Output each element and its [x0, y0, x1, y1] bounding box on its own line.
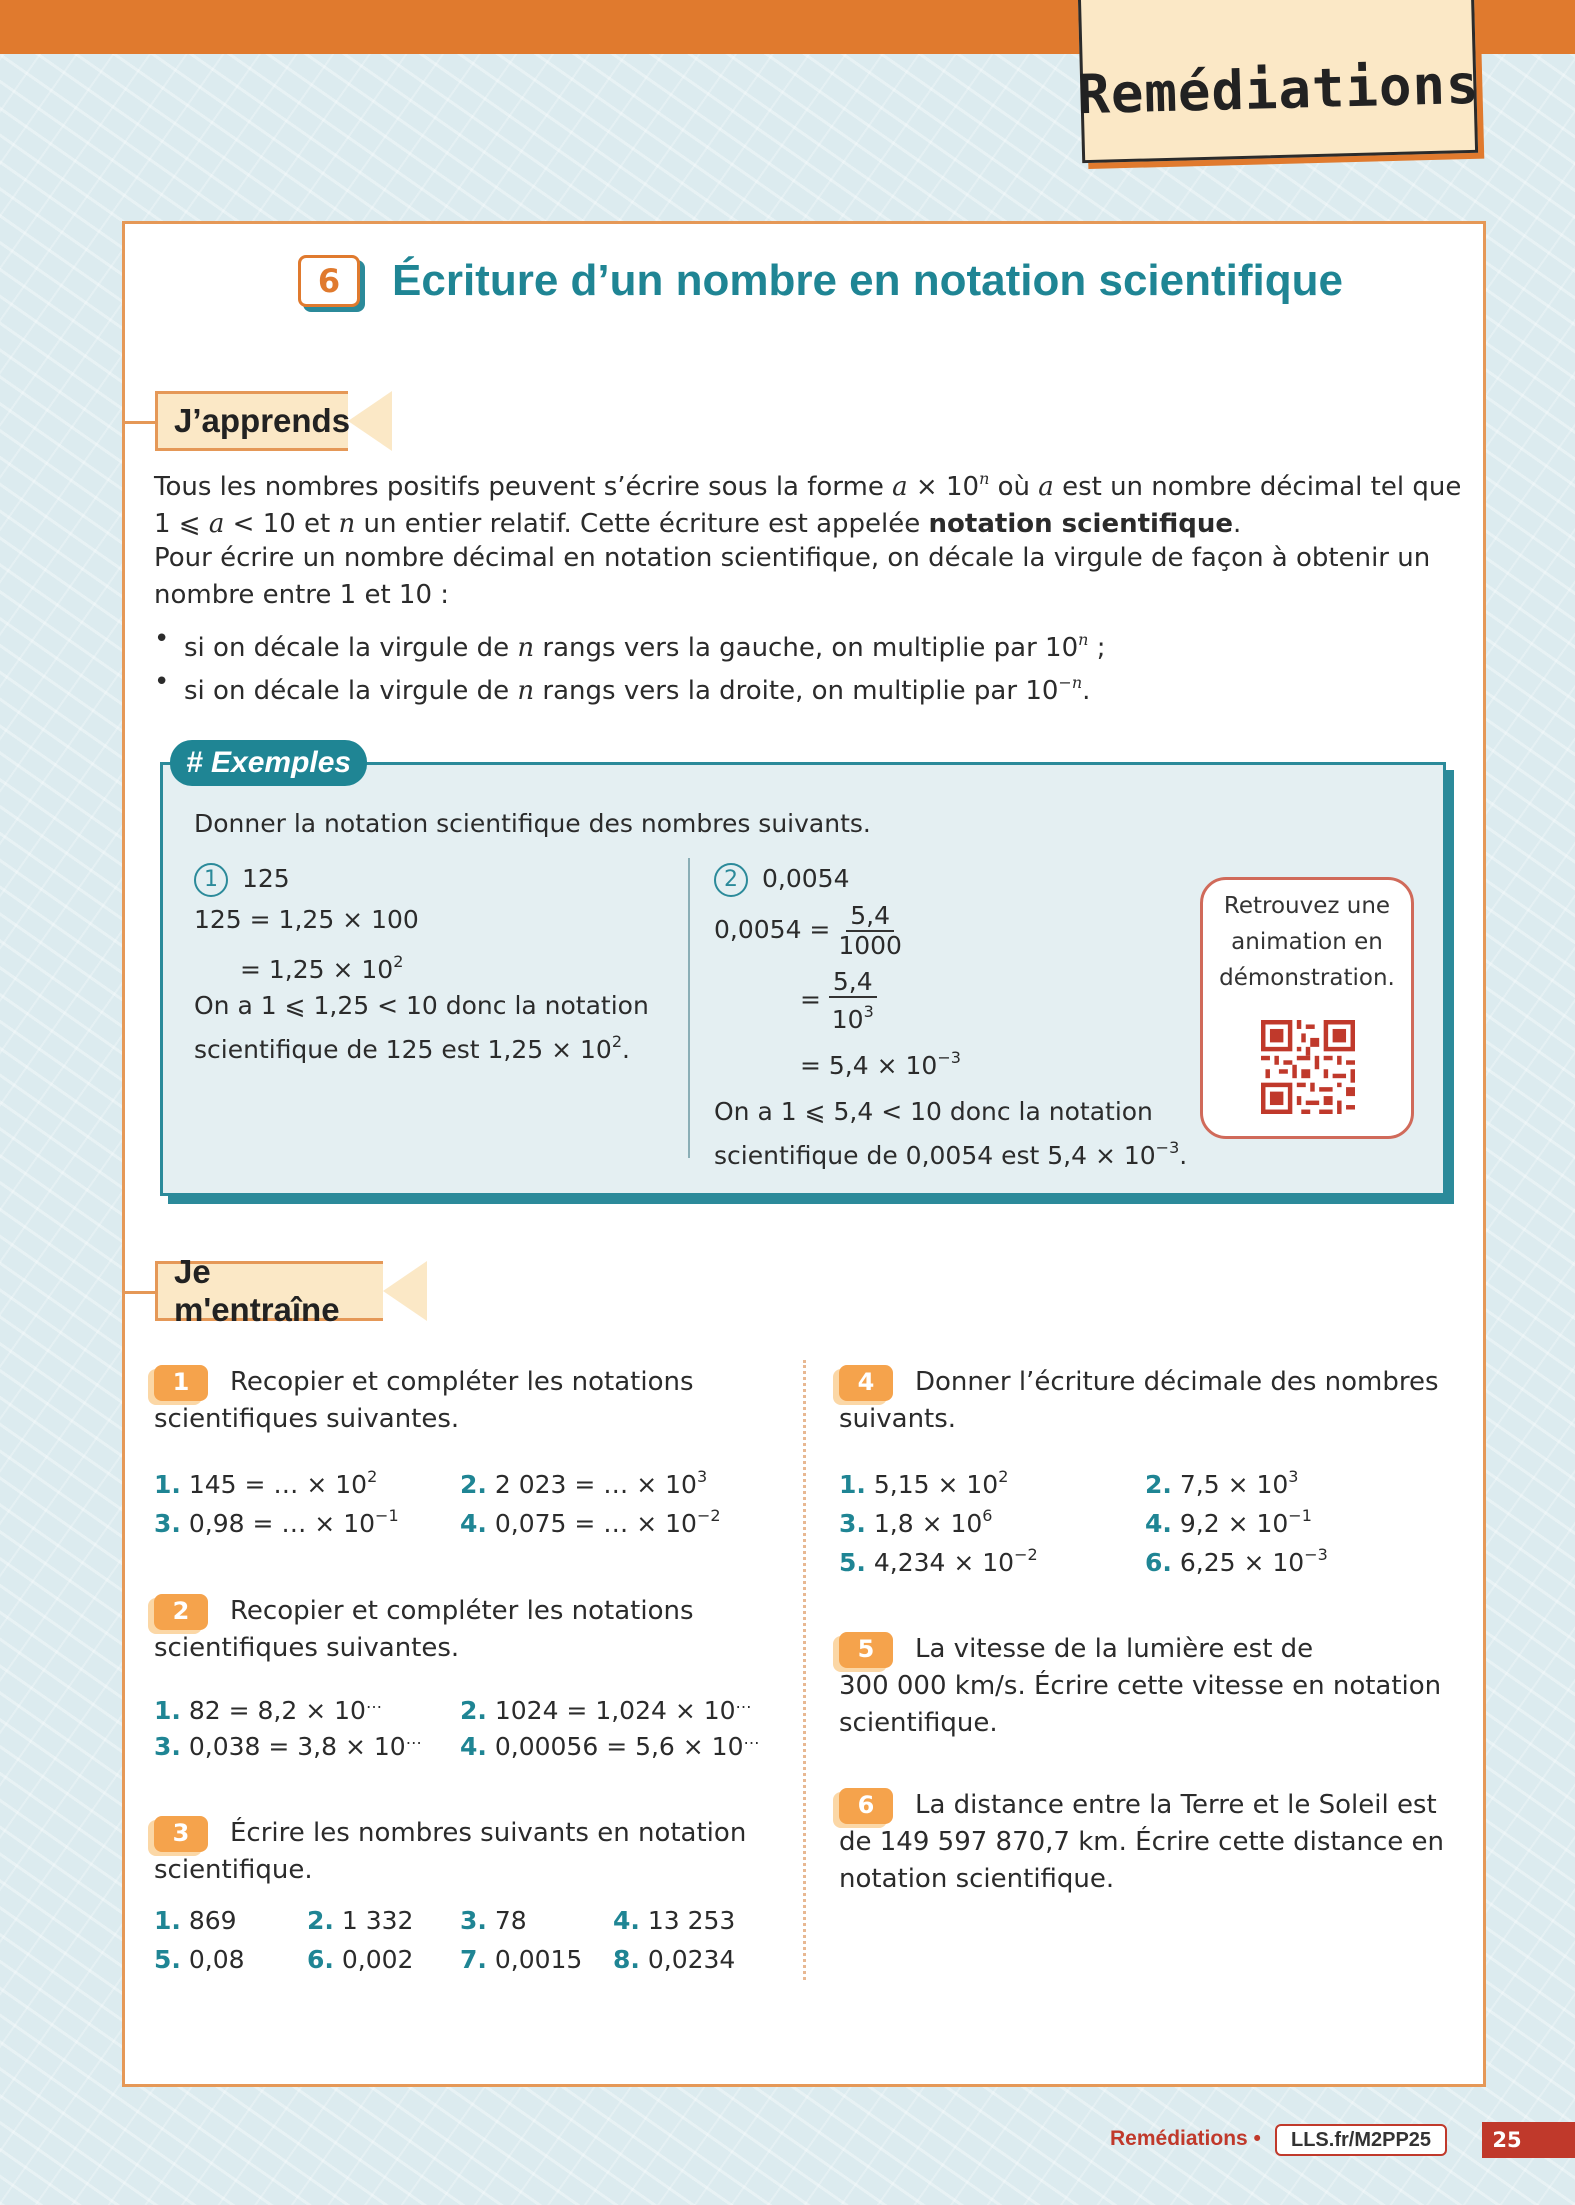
- exercise-3: 3 Écrire les nombres suivants en notation scientifique.: [154, 1815, 746, 1889]
- learn-bullet-2: • si on décale la virgule de n rangs vers la droite, on multiplie par $10^{-n}$.: [154, 664, 1090, 710]
- exercise-5: 5 La vitesse de la lumière est de 300 000 km/s. Écrire cette vitesse en notation scientifique.: [839, 1631, 1441, 1742]
- example-1-line-1: 125 = 1,25 × 100: [194, 905, 419, 934]
- learn-paragraph-2: Pour écrire un nombre décimal en notation scientifique, on décale la virgule de façon à obtenir un nombre entre 1 et 10 :: [154, 543, 1431, 610]
- example-1-header: 1 125: [194, 861, 290, 897]
- exercise-3-item: 1. 869: [154, 1906, 237, 1935]
- exercise-3-item: 7. 0,0015: [460, 1945, 583, 1974]
- ribbon-line: [124, 421, 156, 424]
- exercise-3-item: 3. 78: [460, 1906, 527, 1935]
- exercise-5-badge: 5: [839, 1632, 893, 1668]
- exercise-2-item: 2. 1024 = 1,024 × 10…: [460, 1693, 752, 1725]
- page-title: [298, 250, 1343, 312]
- examples-tag: # Exemples: [170, 740, 367, 786]
- footer-label: Remédiations •: [1110, 2127, 1261, 2150]
- exercise-3-badge: 3: [154, 1816, 208, 1852]
- exercise-4-item: 2. $7,5 \times 10^3$: [1145, 1467, 1299, 1499]
- page-number-tail: [1532, 2122, 1575, 2158]
- section-tab: [1076, 0, 1481, 163]
- section-tab-label: Remédiations: [1076, 52, 1481, 126]
- qr-text-1: Retrouvez une: [1223, 893, 1391, 919]
- fraction-2: $\frac{5,4}{10^3}$: [829, 968, 877, 1034]
- example-2-line-1: 0,0054 = $\frac{5,4}{1000}$: [714, 901, 902, 960]
- learn-bullet-1: • si on décale la virgule de n rangs vers la gauche, on multiplie par 10$^n$ ;: [154, 621, 1105, 667]
- exercise-1: 1 Recopier et compléter les notations scientifiques suivantes.: [154, 1364, 694, 1438]
- learn-heading: [155, 391, 351, 451]
- exercise-3-item: 8. 0,0234: [613, 1945, 736, 1974]
- examples-intro: Donner la notation scientifique des nombres suivants.: [194, 809, 871, 838]
- exercise-1-item: 3. 0,98 = … × $10^{-1}$: [154, 1506, 399, 1538]
- learn-paragraph-1: Tous les nombres positifs peuvent s’écrire sous la forme $a \times 10^n$ où a est un nombre décimal tel que 1 ⩽ a < 10 et n un entier relatif. Cette écriture est appelée notation scientifique.: [154, 469, 1462, 539]
- qr-code-icon[interactable]: [1261, 1020, 1355, 1114]
- qr-code-card[interactable]: [1200, 877, 1414, 1139]
- exercise-3-item: 2. 1 332: [307, 1906, 414, 1935]
- exercise-6-badge: 6: [839, 1788, 893, 1824]
- footer-link[interactable]: LLS.fr/M2PP25: [1275, 2124, 1447, 2156]
- page-number: 25: [1482, 2122, 1532, 2158]
- example-2-line-3: = $5,4 \times 10^{-3}$: [800, 1048, 961, 1080]
- exercise-4-badge: 4: [839, 1365, 893, 1401]
- title-text: Écriture d’un nombre en notation scientifique: [392, 256, 1343, 305]
- example-2-number: 2: [714, 863, 748, 897]
- exercise-3-item: 4. 13 253: [613, 1906, 736, 1935]
- exercise-3-item: 6. 0,002: [307, 1945, 414, 1974]
- practice-heading-label: Je m'entraîne: [174, 1253, 340, 1328]
- learn-heading-label: J’apprends: [174, 402, 351, 439]
- exercise-2-item: 1. 82 = 8,2 × 10…: [154, 1693, 382, 1725]
- examples-divider: [688, 858, 690, 1158]
- exercise-2-item: 3. 0,038 = 3,8 × 10…: [154, 1729, 422, 1761]
- exercise-4: 4 Donner l’écriture décimale des nombres suivants.: [839, 1364, 1439, 1438]
- example-1-line-2: = $1,25 \times 10^2$: [240, 952, 404, 984]
- exercise-1-item: 2. 2 023 = … × $10^3$: [460, 1467, 708, 1499]
- columns-divider: [803, 1360, 806, 1980]
- exercise-1-badge: 1: [154, 1365, 208, 1401]
- qr-text-2: animation en: [1231, 929, 1383, 955]
- exercise-6: 6 La distance entre la Terre et le Soleil est de 149 597 870,7 km. Écrire cette distance en notation scientifique.: [839, 1787, 1444, 1898]
- example-2-line-2: = $\frac{5,4}{10^3}$: [800, 968, 877, 1034]
- exercise-2: 2 Recopier et compléter les notations scientifiques suivantes.: [154, 1593, 694, 1667]
- ribbon-line: [124, 1291, 156, 1294]
- example-2-header: 2 0,0054: [714, 861, 849, 897]
- exercise-4-item: 4. $9,2 \times 10^{-1}$: [1145, 1506, 1312, 1538]
- qr-text-3: démonstration.: [1219, 965, 1395, 991]
- fraction-1: $\frac{5,4}{1000}$: [838, 901, 902, 960]
- exercise-4-item: 6. $6,25 \times 10^{-3}$: [1145, 1545, 1328, 1577]
- example-1-number: 1: [194, 863, 228, 897]
- exercise-1-item: 4. 0,075 = … × $10^{-2}$: [460, 1506, 721, 1538]
- example-1-conclusion: On a 1 ⩽ 1,25 < 10 donc la notation scientifique de 125 est $1,25 \times 10^2$.: [194, 991, 649, 1064]
- exercise-3-item: 5. 0,08: [154, 1945, 245, 1974]
- practice-heading: [155, 1253, 383, 1328]
- exercise-4-item: 3. $1,8 \times 10^6$: [839, 1506, 993, 1538]
- exercise-4-item: 5. $4,234 \times 10^{-2}$: [839, 1545, 1038, 1577]
- exercise-4-item: 1. $5,15 \times 10^2$: [839, 1467, 1009, 1499]
- exercise-1-item: 1. 145 = … × $10^2$: [154, 1467, 378, 1499]
- exercise-2-item: 4. 0,00056 = 5,6 × 10…: [460, 1729, 760, 1761]
- exercise-2-badge: 2: [154, 1594, 208, 1630]
- title-number-badge: 6: [298, 255, 360, 307]
- example-2-conclusion: On a 1 ⩽ 5,4 < 10 donc la notation scientifique de 0,0054 est $5,4 \times 10^{-3}$.: [714, 1097, 1188, 1170]
